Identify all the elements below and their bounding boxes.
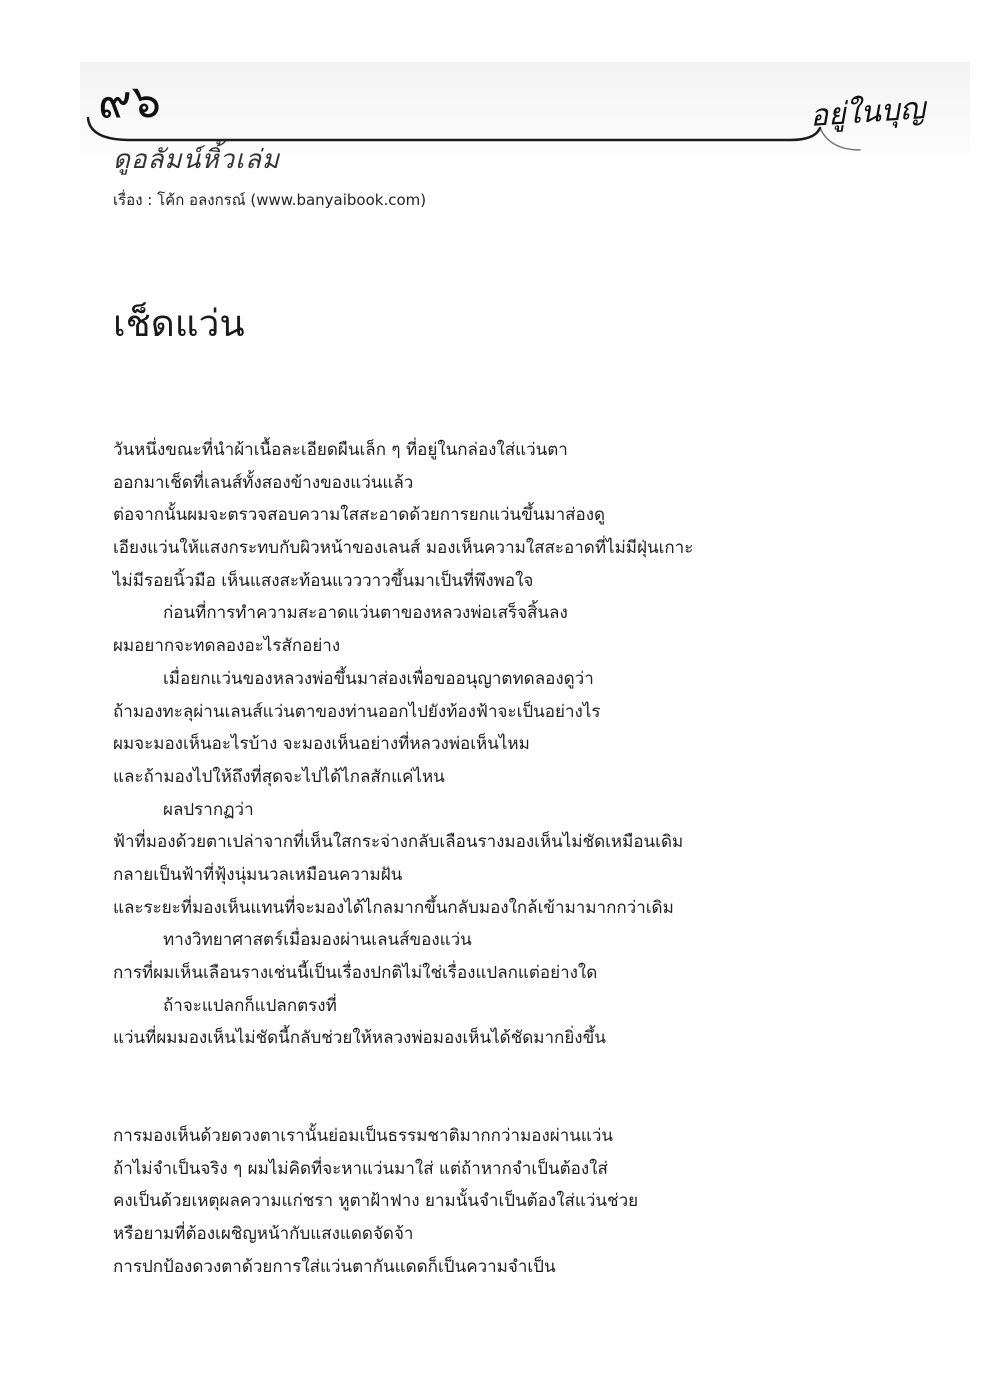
- text-line: ถ้าจะแปลกก็แปลกตรงที่: [163, 995, 337, 1016]
- text-line: กลายเป็นฟ้าที่ฟุ้งนุ่มนวลเหมือนความฝัน: [113, 864, 403, 885]
- text-line: ออกมาเช็ดที่เลนส์ทั้งสองข้างของแว่นแล้ว: [113, 472, 414, 493]
- text-line: ผลปรากฏว่า: [163, 799, 254, 820]
- text-line: การปกป้องดวงตาด้วยการใส่แว่นตากันแดดก็เป็นความจำเป็น: [113, 1256, 556, 1277]
- text-line: ถ้าไม่จำเป็นจริง ๆ ผมไม่คิดที่จะหาแว่นมาใส่ แต่ถ้าหากจำเป็นต้องใส่: [113, 1158, 608, 1179]
- text-line: เอียงแว่นให้แสงกระทบกับผิวหน้าของเลนส์ มองเห็นความใสสะอาดที่ไม่มีฝุ่นเกาะ: [113, 538, 694, 559]
- text-line: ทางวิทยาศาสตร์เมื่อมองผ่านเลนส์ของแว่น: [163, 930, 472, 951]
- text-line: การที่ผมเห็นเลือนรางเช่นนี้เป็นเรื่องปกติไม่ใช่เรื่องแปลกแต่อย่างใด: [113, 963, 598, 983]
- article-title: เช็ดแว่น: [113, 302, 245, 345]
- text-line: การมองเห็นด้วยดวงตาเรานั้นย่อมเป็นธรรมชาติมากกว่ามองผ่านแว่น: [113, 1126, 614, 1146]
- text-line: วันหนึ่งขณะที่นำผ้าเนื้อละเอียดผืนเล็ก ๆ ที่อยู่ในกล่องใส่แว่นตา: [113, 440, 568, 460]
- header-swoosh-curve: [88, 118, 820, 140]
- text-line: ต่อจากนั้นผมจะตรวจสอบความใสสะอาดด้วยการยกแว่นขึ้นมาส่องดู: [113, 505, 606, 526]
- byline: เรื่อง : โค้ก อลงกรณ์ (www.banyaibook.com): [113, 191, 427, 209]
- text-line: เมื่อยกแว่นของหลวงพ่อขึ้นมาส่องเพื่อขออนุญาตทดลองดูว่า: [163, 668, 594, 689]
- text-line: ไม่มีรอยนิ้วมือ เห็นแสงสะท้อนแวววาวขึ้นมาเป็นที่พึงพอใจ: [113, 570, 534, 591]
- paragraph-2: [113, 1120, 753, 1283]
- text-line: และระยะที่มองเห็นแทนที่จะมองได้ไกลมากขึ้นกลับมองใกล้เข้ามามากกว่าเดิม: [113, 897, 674, 918]
- text-line: ผมจะมองเห็นอะไรบ้าง จะมองเห็นอย่างที่หลวงพ่อเห็นไหม: [113, 734, 530, 755]
- publication-logo: อยู่ในบุญ: [808, 91, 927, 134]
- paragraph-1: [113, 434, 753, 1055]
- text-line: หรือยามที่ต้องเผชิญหน้ากับแสงแดดจัดจ้า: [113, 1224, 414, 1245]
- text-line: ก่อนที่การทำความสะอาดแว่นตาของหลวงพ่อเสร็จสิ้นลง: [163, 603, 568, 624]
- text-line: ฟ้าที่มองด้วยตาเปล่าจากที่เห็นใสกระจ่างกลับเลือนรางมองเห็นไม่ชัดเหมือนเดิม: [113, 832, 684, 853]
- text-line: คงเป็นด้วยเหตุผลความแก่ชรา หูตาฝ้าฟาง ยามนั้นจำเป็นต้องใส่แว่นช่วย: [113, 1191, 639, 1212]
- page-number: ๙๖: [98, 74, 161, 128]
- column-title: ดูอลัมน์หิ้วเล่ม: [113, 145, 281, 175]
- text-line: ถ้ามองทะลุผ่านเลนส์แว่นตาของท่านออกไปยังท้องฟ้าจะเป็นอย่างไร: [113, 701, 601, 722]
- text-line: แว่นที่ผมมองเห็นไม่ชัดนี้กลับช่วยให้หลวงพ่อมองเห็นได้ชัดมากยิ่งขึ้น: [113, 1028, 606, 1049]
- text-line: ผมอยากจะทดลองอะไรสักอย่าง: [113, 636, 341, 657]
- text-line: และถ้ามองไปให้ถึงที่สุดจะไปได้ไกลสักแค่ไหน: [113, 766, 445, 787]
